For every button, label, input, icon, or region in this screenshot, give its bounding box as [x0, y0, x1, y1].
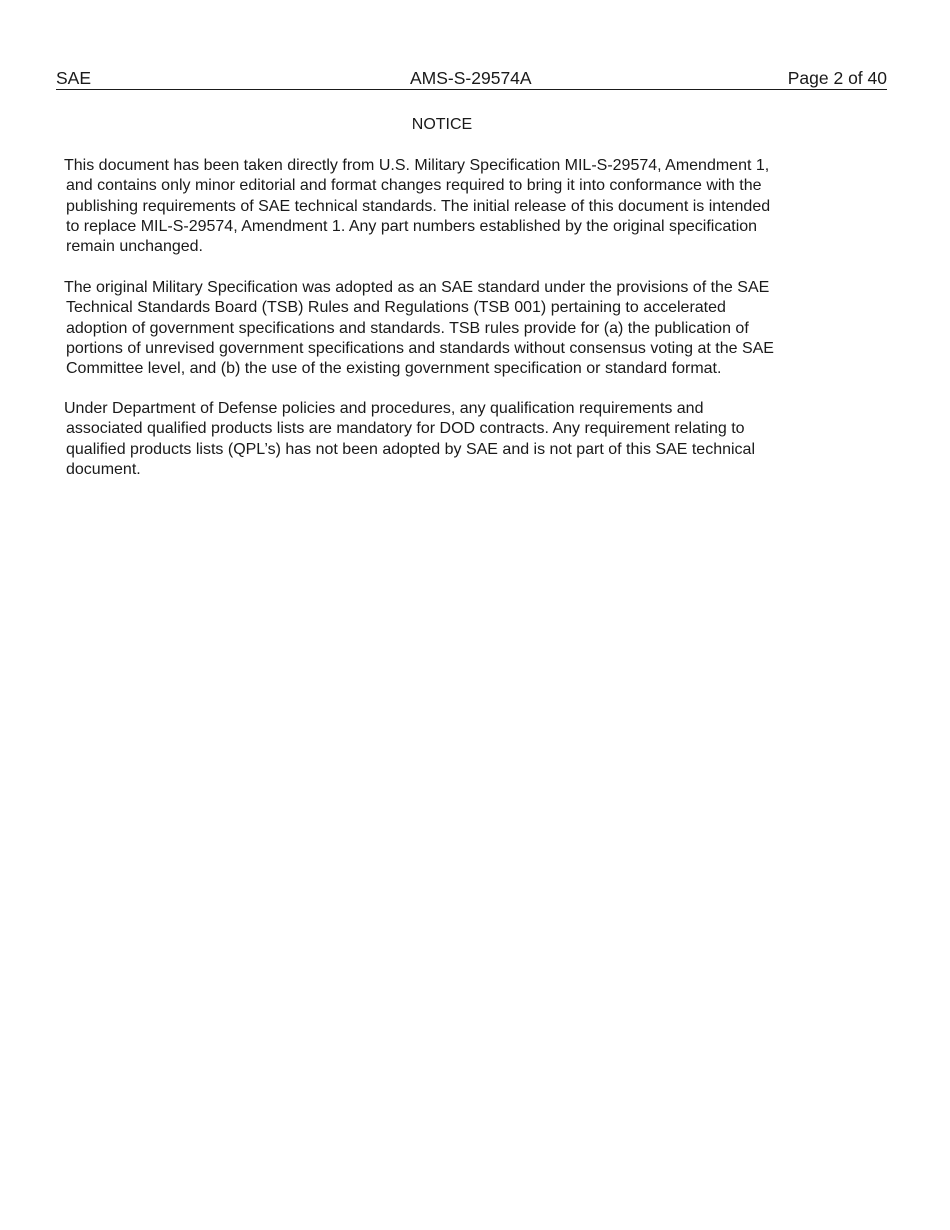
paragraph-line: portions of unrevised government specifications and standards without consensus voting at the SAE: [66, 339, 774, 357]
paragraph-line: and contains only minor editorial and format changes required to bring it into conformance with the: [66, 177, 762, 195]
notice-paragraph-2: [66, 278, 836, 379]
paragraph-line: adoption of government specifications and standards. TSB rules provide for (a) the publication of: [66, 319, 749, 337]
page-header: [56, 67, 887, 90]
notice-paragraph-3: [66, 399, 836, 480]
header-organization: SAE: [56, 68, 92, 88]
paragraph-line: qualified products lists (QPL’s) has not been adopted by SAE and is not part of this SAE technical: [66, 440, 755, 458]
notice-title: NOTICE: [411, 116, 473, 133]
paragraph-line: document.: [66, 460, 141, 478]
paragraph-line: remain unchanged.: [66, 238, 203, 256]
paragraph-line: to replace MIL-S-29574, Amendment 1. Any part numbers established by the original specification: [66, 217, 758, 235]
paragraph-line: This document has been taken directly from U.S. Military Specification MIL-S-29574, Amendment 1,: [64, 157, 770, 174]
paragraph-line: publishing requirements of SAE technical standards. The initial release of this document is intended: [66, 197, 771, 215]
header-document-number: AMS-S-29574A: [410, 68, 532, 88]
notice-paragraph-1: [66, 156, 836, 257]
paragraph-line: Under Department of Defense policies and procedures, any qualification requirements and: [64, 400, 704, 417]
paragraph-line: The original Military Specification was adopted as an SAE standard under the provisions of the SAE: [64, 279, 770, 296]
paragraph-line: Committee level, and (b) the use of the existing government specification or standard format.: [66, 360, 722, 378]
paragraph-line: Technical Standards Board (TSB) Rules and Regulations (TSB 001) pertaining to accelerated: [66, 299, 726, 317]
paragraph-line: associated qualified products lists are mandatory for DOD contracts. Any requirement relating to: [66, 420, 745, 438]
header-page-number: Page 2 of 40: [787, 68, 887, 88]
